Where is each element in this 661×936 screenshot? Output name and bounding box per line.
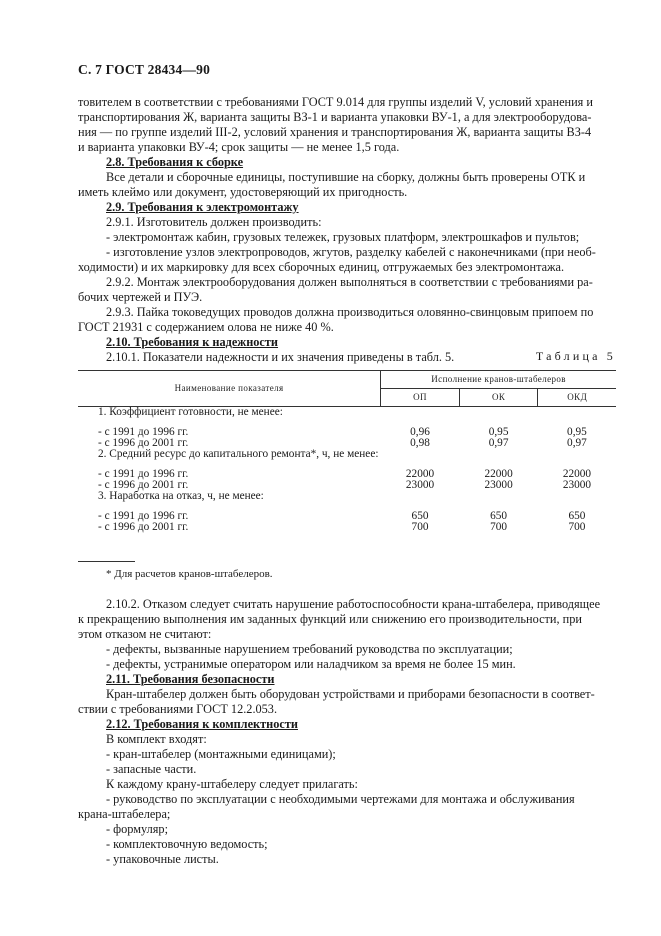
list-item-defects-operator: - дефекты, устранимые оператором или наладчиком за время не более 15 мин. (106, 657, 516, 671)
paragraph-2-12-attach: К каждому крану-штабелеру следует прилагать: (106, 777, 358, 791)
footnote-divider (78, 561, 135, 562)
paragraph-2-11-cont: ствии с требованиями ГОСТ 12.2.053. (78, 702, 278, 716)
row-label: - с 1996 до 2001 гг. (98, 437, 189, 449)
cell-ok: 23000 (484, 479, 513, 491)
table-section-title: 3. Наработка на отказ, ч, не менее: (98, 490, 264, 502)
section-heading-2-8: 2.8. Требования к сборке (106, 155, 244, 169)
paragraph-transport-protection (78, 95, 616, 155)
paragraph-2-9-3-cont: ГОСТ 21931 с содержанием олова не ниже 40 %. (78, 320, 334, 334)
text-line: Все детали и сборочные единицы, поступившие на сборку, должны быть проверены ОТК и (106, 170, 586, 184)
text-block-lower (78, 597, 616, 867)
paragraph-2-9-2: 2.9.2. Монтаж электрооборудования должен выполняться в соответствии с требованиями ра- (106, 275, 593, 289)
cell-op: 23000 (405, 479, 435, 491)
cell-ok: 0,97 (488, 437, 509, 449)
table-footnote: * Для расчетов кранов-штабелеров. (106, 568, 273, 580)
cell-okd: 650 (568, 510, 586, 522)
paragraph-2-12-intro: В комплект входят: (106, 732, 207, 746)
row-label: - с 1996 до 2001 гг. (98, 521, 189, 533)
list-item-packing-lists: - упаковочные листы. (106, 852, 219, 866)
list-item-manual-cont: крана-штабелера; (78, 807, 171, 821)
cell-okd: 0,97 (567, 437, 587, 449)
list-item-wiring-line: ходимости) и их маркировку для всех сборочных единиц, отгружаемых без электромонтажа. (78, 260, 565, 274)
paragraph-2-10-2: 2.10.2. Отказом следует считать нарушение работоспособности крана-штабелера, приводящее (106, 597, 601, 611)
text-line: товителем в соответствии с требованиями ГОСТ 9.014 для группы изделий V, условий хранения и (78, 95, 593, 109)
cell-op: 700 (411, 521, 429, 533)
cell-okd: 22000 (562, 468, 592, 480)
cell-op: 0,96 (410, 426, 430, 438)
reliability-table (78, 370, 616, 533)
text-line: и варианта упаковки ВУ-4; срок защиты — не менее 1,5 года. (78, 140, 400, 154)
list-item-defects-manual: - дефекты, вызванные нарушением требований руководства по эксплуатации; (106, 642, 513, 656)
paragraph-2-9-2-cont: бочих чертежей и ПУЭ. (78, 290, 203, 304)
row-label: - с 1996 до 2001 гг. (98, 479, 189, 491)
text-line: ния — по группе изделий III-2, условий хранения и транспортирования Ж, варианта защиты ВЗ-4 (78, 125, 592, 139)
paragraph-2-10-2-cont: к прекращению выполнения им заданных функций или снижению его производительности, при (78, 612, 582, 626)
cell-ok: 700 (490, 521, 508, 533)
list-item-statement: - комплектовочную ведомость; (106, 837, 268, 851)
cell-okd: 23000 (562, 479, 592, 491)
section-heading-2-11: 2.11. Требования безопасности (106, 672, 275, 686)
section-heading-2-9: 2.9. Требования к электромонтажу (106, 200, 299, 214)
list-item-spare-parts: - запасные части. (106, 762, 197, 776)
cell-okd: 700 (568, 521, 586, 533)
paragraph-2-9-3: 2.9.3. Пайка токоведущих проводов должна производиться оловянно-свинцовым припоем по (106, 305, 594, 319)
paragraph-2-8 (78, 170, 616, 200)
row-label: - с 1991 до 1996 гг. (98, 468, 189, 480)
table-section-title: 2. Средний ресурс до капитального ремонта*, ч, не менее: (98, 448, 379, 460)
paragraph-2-10-2-cont: этом отказом не считают: (78, 627, 212, 641)
list-item-wiring-line: - изготовление узлов электропроводов, жгутов, разделку кабелей с наконечниками (при необ- (106, 245, 596, 259)
text-block-upper (78, 95, 616, 365)
table-section-title: 1. Коэффициент готовности, не менее: (98, 406, 283, 418)
cell-op: 650 (411, 510, 429, 522)
table-caption: Таблица 5 (535, 349, 616, 363)
page-header: С. 7 ГОСТ 28434—90 (78, 62, 211, 77)
cell-op: 0,98 (410, 437, 430, 449)
cell-ok: 0,95 (488, 426, 509, 438)
column-header-ok: ОК (459, 389, 538, 407)
table-row (78, 522, 616, 533)
cell-ok: 22000 (484, 468, 513, 480)
list-item-form: - формуляр; (106, 822, 168, 836)
list-item-manual: - руководство по эксплуатации с необходимыми чертежами для монтажа и обслуживания (106, 792, 575, 806)
row-label: - с 1991 до 1996 гг. (98, 426, 189, 438)
text-line: иметь клеймо или документ, удостоверяющий их пригодность. (78, 185, 408, 199)
text-line: транспортирования Ж, варианта защиты ВЗ-1 и варианта упаковки ВУ-1, а для электрооборудова- (78, 110, 592, 124)
column-header-okd: ОКД (538, 389, 616, 407)
list-item-crane: - кран-штабелер (монтажными единицами); (106, 747, 336, 761)
cell-okd: 0,95 (567, 426, 587, 438)
section-heading-2-12: 2.12. Требования к комплектности (106, 717, 298, 731)
cell-op: 22000 (405, 468, 435, 480)
list-item-electromontage: - электромонтаж кабин, грузовых тележек, грузовых платформ, электрошкафов и пультов; (106, 230, 580, 244)
column-header-group: Исполнение кранов-штабелеров (381, 371, 616, 389)
paragraph-2-11: Кран-штабелер должен быть оборудован устройствами и приборами безопасности в соответ- (106, 687, 595, 701)
column-header-name: Наименование показателя (78, 371, 381, 407)
section-heading-2-10: 2.10. Требования к надежности (106, 335, 279, 349)
cell-ok: 650 (490, 510, 508, 522)
paragraph-2-10-1: 2.10.1. Показатели надежности и их значения приведены в табл. 5. (106, 350, 455, 364)
paragraph-2-9-1: 2.9.1. Изготовитель должен производить: (106, 215, 322, 229)
column-header-op: ОП (381, 389, 460, 407)
row-label: - с 1991 до 1996 гг. (98, 510, 189, 522)
